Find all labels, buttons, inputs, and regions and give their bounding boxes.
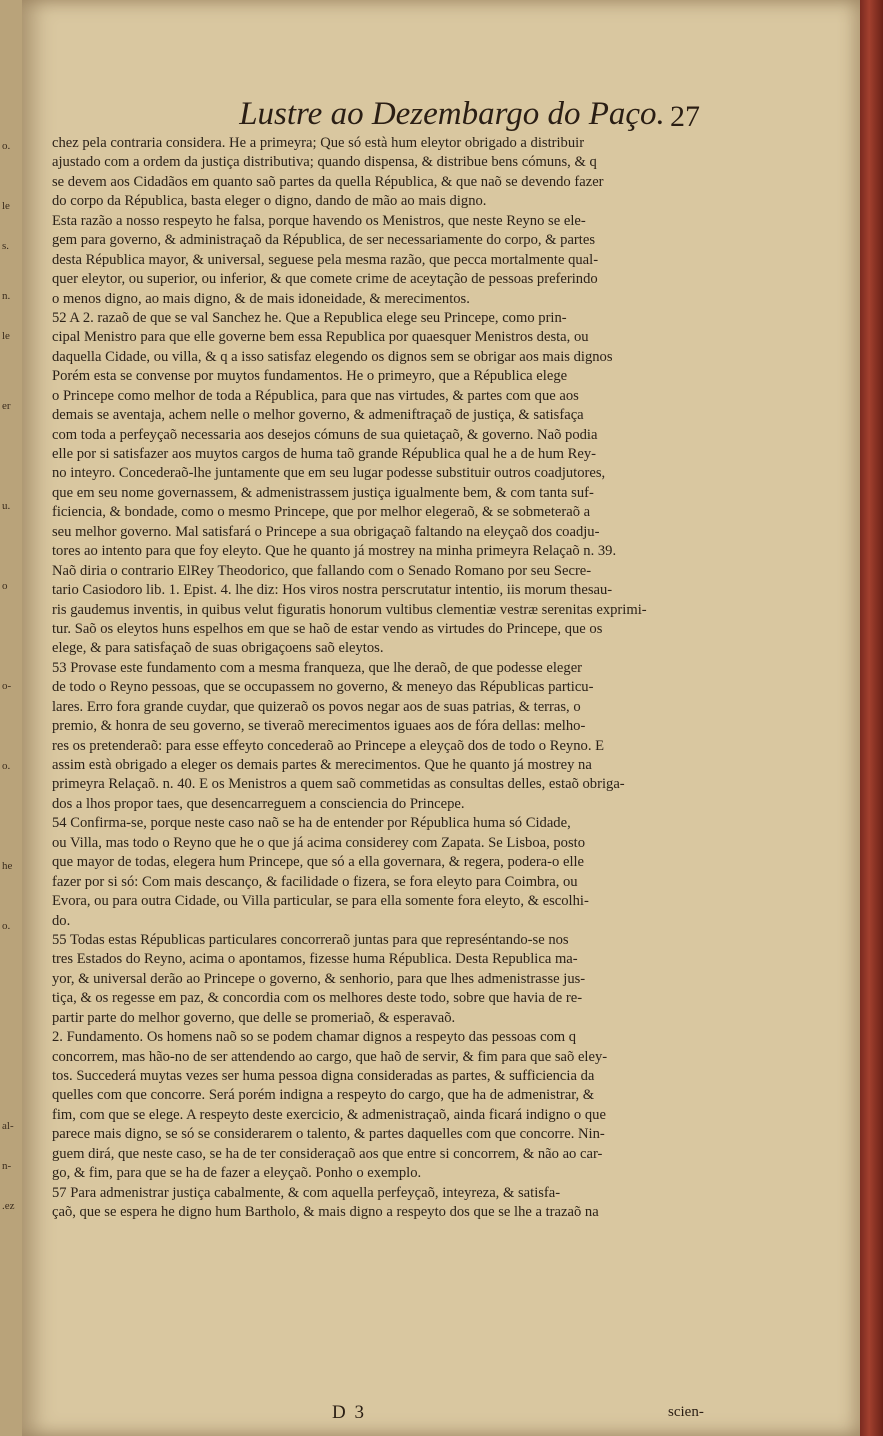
text-line: Esta razão a nosso respeyto he falsa, porque havendo os Menistros, que neste Reyno se ele- [52, 212, 586, 229]
body-text [52, 134, 710, 1223]
margin-fragment: le [2, 200, 10, 212]
text-line: ajustado com a ordem da justiça distributiva; quando dispensa, & distribue bens cómuns, & q [52, 154, 597, 171]
text-line: assim està obrigado a eleger os demais partes & merecimentos. Que he quanto já mostrey na [52, 757, 592, 773]
text-line: tores ao intento para que foy eleyto. Que he quanto já mostrey na minha primeyra Relaçaõ n. 39. [52, 543, 617, 560]
text-line: seu melhor governo. Mal satisfará o Princepe a sua obrigaçaõ faltando na eleyçaõ dos coadju- [52, 523, 600, 540]
margin-fragment: er [2, 400, 11, 412]
text-line: çaõ, que se espera he digno hum Bartholo, & mais digno a respeyto dos que se lhe a trazaõ na [52, 1204, 599, 1221]
text-line: do corpo da Républica, basta eleger o digno, dando de mão ao mais digno. [52, 193, 487, 210]
book-edge [860, 0, 883, 1436]
text-line: quelles com que concorre. Será porém indigna a respeyto do cargo, que ha de admenistrar, & [52, 1087, 595, 1104]
margin-fragment: o. [2, 140, 11, 152]
text-line: primeyra Relaçaõ. n. 40. E os Menistros a quem saõ commetidas as consultas delles, estaõ obriga- [52, 776, 625, 793]
text-line: do. [52, 912, 71, 929]
margin-fragment: o. [2, 760, 11, 772]
margin-fragment: .ez [2, 1200, 15, 1212]
text-line: que mayor de todas, elegera hum Princepe, que só a ella governara, & regera, podera-o elle [52, 854, 585, 871]
text-line: chez pela contraria considera. He a primeyra; Que só està hum eleytor obrigado a distribuir [52, 135, 585, 151]
text-line: de todo o Reyno pessoas, que se occupassem no governo, & meneyo das Républicas particu- [52, 679, 594, 696]
text-line: parece mais digno, se só se considerarem o talento, & partes daquelles com que concorre. Nin- [52, 1126, 605, 1143]
text-line: dos a lhos propor taes, que desencarreguem a consciencia do Princepe. [52, 795, 465, 812]
margin-fragment: le [2, 330, 10, 342]
text-line: guem dirá, que neste caso, se ha de ter consideraçaõ aos que entre si concorrem, & não ao car- [52, 1145, 603, 1162]
text-line: res os pretenderaõ: para esse effeyto concederaõ ao Princepe a eleyçaõ dos de todo o Reyno. E [52, 737, 605, 754]
text-line: com toda a perfeyçaõ necessaria aos desejos cómuns de sua quietaçaõ, & governo. Naõ podia [52, 426, 598, 443]
text-line: tos. Succederá muytas vezes ser huma pessoa digna consideradas as partes, & sufficiencia da [52, 1068, 595, 1084]
text-line: desta Républica mayor, & universal, seguese pela mesma razão, que pecca mortalmente qual- [52, 251, 599, 268]
margin-fragment: n. [2, 290, 11, 302]
text-line: fim, com que se elege. A respeyto deste exercicio, & admenistraçaõ, ainda ficará indigno o que [52, 1106, 606, 1123]
text-line: que em seu nome governassem, & admenistrassem justiça igualmente bem, & com tanta suf- [52, 484, 594, 501]
text-line: o menos digno, ao mais digno, & de mais idoneidade, & merecimentos. [52, 290, 470, 307]
text-line: tario Casiodoro lib. 1. Epist. 4. lhe diz: Hos viros nostra perscrutatur intentio, iis morum thesau- [52, 582, 613, 599]
text-line: Evora, ou para outra Cidade, ou Villa particular, se para ella somente fora eleyto, & escolhi- [52, 893, 589, 910]
text-line: tres Estados do Reyno, acima o apontamos, fizesse huma Républica. Desta Republica ma- [52, 951, 578, 968]
text-line: ris gaudemus inventis, in quibus velut figuratis honorum vultibus clementiæ vestræ serenitas exprimi- [52, 601, 647, 618]
text-line: 57 Para admenistrar justiça cabalmente, & com aquella perfeyçaõ, inteyreza, & satisfa- [52, 1184, 561, 1201]
text-line: concorrem, mas hão-no de ser attendendo ao cargo, que haõ de servir, & fim para que saõ eley- [52, 1048, 608, 1065]
text-line: lares. Erro fora grande cuydar, que quizeraõ os povos negar aos de suas patrias, & terras, o [52, 698, 581, 715]
running-title: Lustre ao Dezembargo do Paço. [239, 96, 665, 132]
margin-fragment: u. [2, 500, 11, 512]
signature-mark: D 3 [332, 1402, 366, 1423]
page-number: 27 [670, 100, 700, 133]
text-line: demais se aventaja, achem nelle o melhor governo, & admeniftraçaõ de justiça, & satisfaça [52, 407, 584, 424]
text-line: ou Villa, mas todo o Reyno que he o que já acima considerey com Zapata. Se Lisboa, posto [52, 834, 586, 851]
text-line: tiça, & os regesse em paz, & concordia com os melhores deste todo, sobre que havia de re- [52, 990, 583, 1007]
text-line: partir parte do melhor governo, que delle se promeriaõ, & esperavaõ. [52, 1009, 456, 1026]
text-line: go, & fim, para que se ha de fazer a eleyçaõ. Ponho o exemplo. [52, 1165, 422, 1182]
text-line: yor, & universal derão ao Princepe o governo, & senhorio, para que lhes admenistrasse jus- [52, 970, 586, 987]
margin-fragment: o [2, 580, 8, 592]
margin-fragment: o. [2, 920, 11, 932]
text-line: o Princepe como melhor de toda a Républica, para que nas virtudes, & partes com que aos [52, 387, 579, 404]
margin-fragment: he [2, 860, 13, 872]
text-line: 53 Provase este fundamento com a mesma franqueza, que lhe deraõ, de que podesse eleger [52, 659, 583, 676]
text-line: gem para governo, & administraçaõ da Républica, de ser necessariamente do corpo, & partes [52, 232, 596, 249]
margin-fragment: al- [2, 1120, 14, 1132]
text-line: Naõ diria o contrario ElRey Theodorico, que fallando com o Senado Romano por seu Secre- [52, 562, 592, 579]
text-line: no inteyro. Concederaõ-lhe juntamente que em seu lugar podesse substituir outros coadjutores, [52, 465, 606, 482]
book-page [22, 0, 860, 1436]
text-line: 54 Confirma-se, porque neste caso naõ se ha de entender por Républica huma só Cidade, [52, 815, 571, 832]
facing-page-margin [0, 0, 24, 1436]
margin-fragment: n- [2, 1160, 12, 1172]
text-line: 2. Fundamento. Os homens naõ so se podem chamar dignos a respeyto das pessoas com q [52, 1029, 577, 1046]
text-line: ficiencia, & bondade, como o mesmo Princepe, que por melhor elegeraõ, & se sobmeteraõ a [52, 504, 591, 521]
text-line: 55 Todas estas Républicas particulares concorreraõ juntas para que represéntando-se nos [52, 931, 569, 948]
text-line: se devem aos Cidadãos em quanto saõ partes da quella Républica, & que naõ se devendo fazer [52, 173, 604, 190]
text-line: 52 A 2. razaõ de que se val Sanchez he. Que a Republica elege seu Princepe, como prin- [52, 309, 567, 326]
text-line: quer eleytor, ou superior, ou inferior, & que comete crime de aceytação de pessoas preferindo [52, 271, 598, 288]
text-line: cipal Menistro para que elle governe bem essa Republica por quaesquer Menistros desta, ou [52, 329, 589, 346]
text-line: elege, & para satisfaçaõ de suas obrigaçoens saõ eleytos. [52, 640, 384, 657]
text-line: daquella Cidade, ou villa, & q a isso satisfaz elegendo os dignos sem se obrigar aos mais dignos [52, 348, 613, 365]
text-line: premio, & honra de seu governo, se tiveraõ merecimentos iguaes aos de fóra dellas: melho- [52, 718, 586, 735]
text-line: elle por si satisfazer aos muytos cargos de huma taõ grande Républica qual he a de hum Rey- [52, 446, 596, 462]
catchword: scien- [668, 1404, 704, 1420]
text-line: Porém esta se convense por muytos fundamentos. He o primeyro, que a Républica elege [52, 368, 568, 385]
margin-fragment: s. [2, 240, 10, 252]
margin-fragment: o- [2, 680, 12, 692]
text-line: fazer por si só: Com mais descanço, & facilidade o fizera, se fora eleyto para Coimbra, ou [52, 873, 578, 890]
text-line: tur. Saõ os eleytos huns espelhos em que se haõ de estar vendo as virtudes do Princepe, que os [52, 620, 603, 637]
